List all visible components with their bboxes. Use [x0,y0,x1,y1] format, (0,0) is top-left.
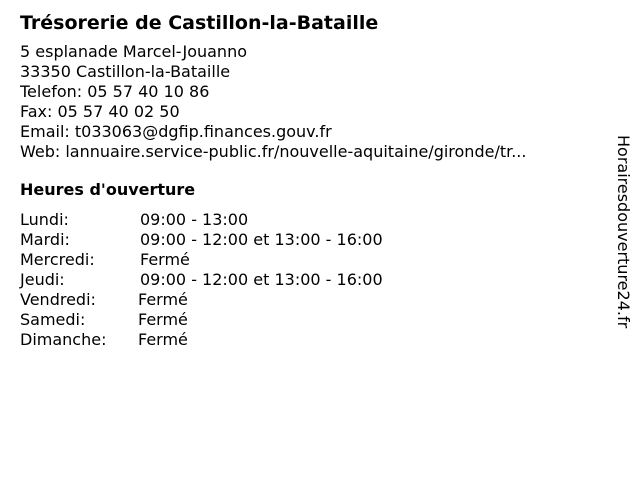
hours-row-mardi [20,230,595,250]
day-hours: 09:00 - 13:00 [140,210,249,229]
day-hours: 09:00 - 12:00 et 13:00 - 16:00 [140,230,383,249]
site-watermark: Horairesdouverture24.fr [614,135,633,329]
phone-line: Telefon: 05 57 40 10 86 [20,82,210,101]
hours-row-vendredi [20,290,595,310]
hours-row-lundi [20,210,595,230]
hours-row-jeudi [20,270,595,290]
hours-row-dimanche [20,330,595,350]
day-hours: Fermé [140,250,190,269]
hours-heading: Heures d'ouverture [20,180,196,199]
day-label: Samedi: [20,310,86,329]
day-hours: Fermé [138,310,188,329]
address-street: 5 esplanade Marcel-Jouanno [20,42,247,61]
hours-row-samedi [20,310,595,330]
day-label: Vendredi: [20,290,96,309]
web-line: Web: lannuaire.service-public.fr/nouvelle-aquitaine/gironde/tr... [20,142,527,161]
address-city: 33350 Castillon-la-Bataille [20,62,231,81]
day-label: Mercredi: [20,250,95,269]
day-label: Jeudi: [20,270,65,289]
hours-list [20,210,595,350]
day-hours: Fermé [138,330,188,349]
business-info-card [20,11,595,350]
fax-line: Fax: 05 57 40 02 50 [20,102,180,121]
page-title: Trésorerie de Castillon-la-Bataille [20,12,379,34]
day-label: Lundi: [20,210,69,229]
hours-row-mercredi [20,250,595,270]
day-hours: Fermé [138,290,188,309]
day-label: Mardi: [20,230,70,249]
day-label: Dimanche: [20,330,107,349]
day-hours: 09:00 - 12:00 et 13:00 - 16:00 [140,270,383,289]
email-line: Email: t033063@dgfip.finances.gouv.fr [20,122,332,141]
